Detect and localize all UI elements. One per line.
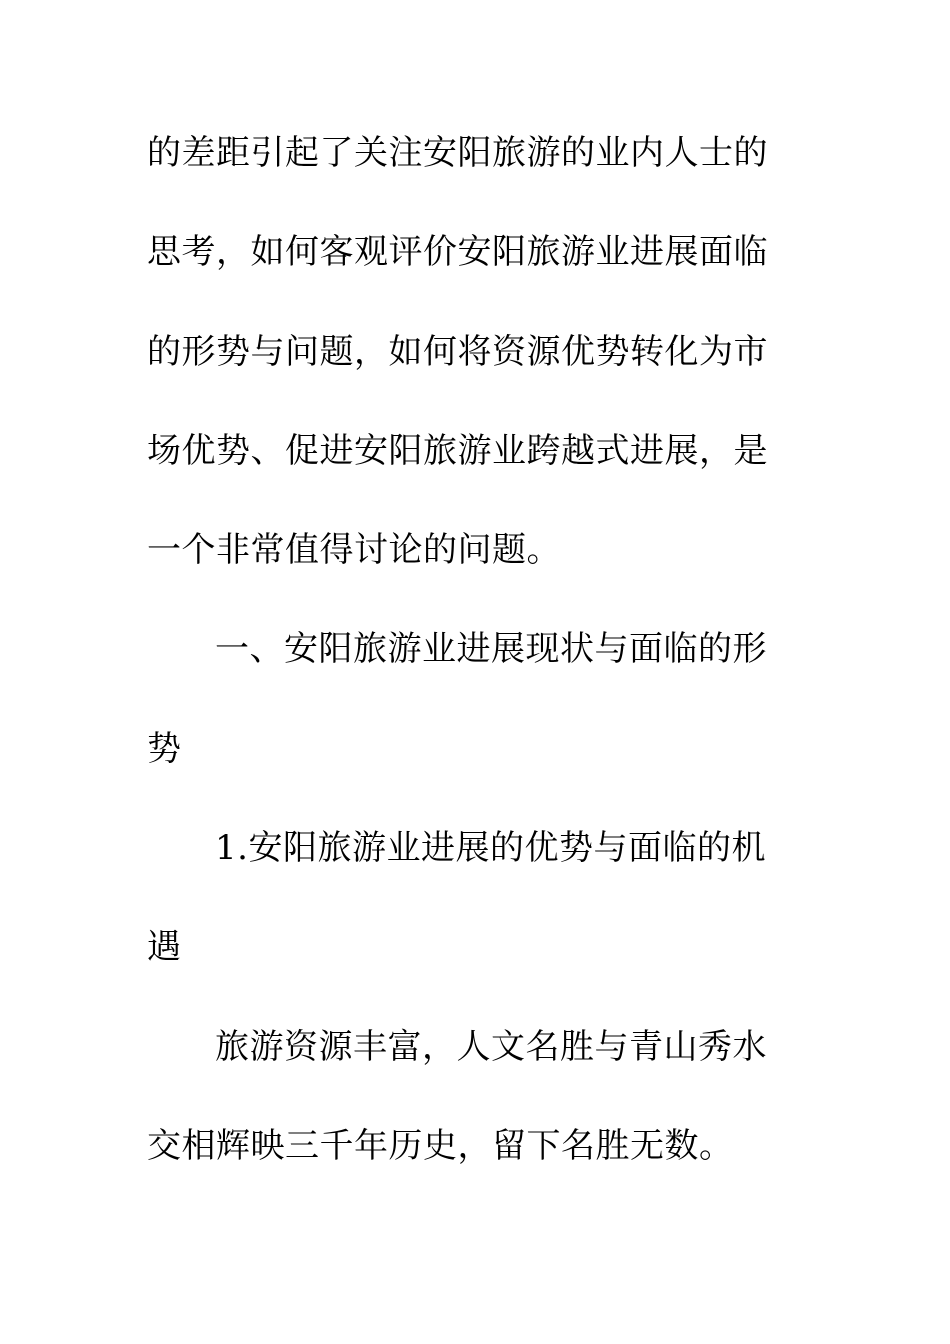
- paragraph-line: 一个非常值得讨论的问题。: [147, 530, 561, 571]
- paragraph-line: 思考，如何客观评价安阳旅游业进展面临: [147, 232, 768, 273]
- paragraph-line: 场优势、促进安阳旅游业跨越式进展，是: [147, 430, 768, 471]
- section-heading-continuation: 势: [147, 728, 182, 769]
- paragraph-line: 旅游资源丰富，人文名胜与青山秀水: [215, 1026, 767, 1067]
- subsection-heading-continuation: 遇: [147, 927, 182, 968]
- paragraph-line: 交相辉映三千年历史，留下名胜无数。: [147, 1125, 734, 1166]
- paragraph-line: 的差距引起了关注安阳旅游的业内人士的: [147, 133, 768, 173]
- subsection-heading: 1.安阳旅游业进展的优势与面临的机: [215, 828, 766, 869]
- document-body: [147, 124, 777, 1216]
- paragraph-line: 的形势与问题，如何将资源优势转化为市: [147, 331, 768, 372]
- section-heading: 一、安阳旅游业进展现状与面临的形: [215, 629, 767, 670]
